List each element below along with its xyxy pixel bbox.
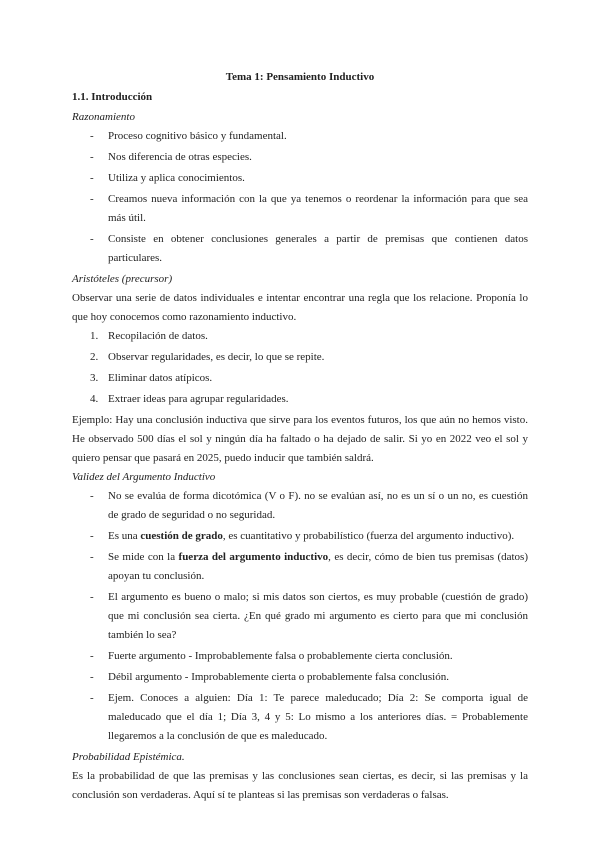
list-item: - Débil argumento - Improbablemente cierta o probablemente falsa conclusión. xyxy=(90,671,449,683)
document-title: Tema 1: Pensamiento Inductivo xyxy=(225,71,375,83)
list-item: - Nos diferencia de otras especies. xyxy=(90,151,252,163)
list-item: - Consiste en obtener conclusiones generales a partir de premisas que contienen datos particulares. xyxy=(90,233,528,264)
list-item: - Proceso cognitivo básico y fundamental. xyxy=(90,130,287,142)
section-heading: 1.1. Introducción xyxy=(72,91,153,103)
list-item: - Fuerte argumento - Improbablemente falsa o probablemente cierta conclusión. xyxy=(90,650,453,662)
probabilidad-paragraph: Es la probabilidad de que las premisas y las conclusiones sean ciertas, es decir, si las premisas y la conclusión son verdaderas. Aquí sí te planteas si las premisas son verdaderas o falsas. xyxy=(72,770,528,801)
list-item: 3. Eliminar datos atípicos. xyxy=(90,372,213,384)
razonamiento-list xyxy=(72,127,528,268)
aristoteles-heading: Aristóteles (precursor) xyxy=(72,273,173,285)
list-item: 2. Observar regularidades, es decir, lo que se repite. xyxy=(90,351,325,363)
list-item: - Utiliza y aplica conocimientos. xyxy=(90,172,245,184)
list-item: - Creamos nueva información con la que ya tenemos o reordenar la información para que sea más útil. xyxy=(90,193,528,224)
list-item: - No se evalúa de forma dicotómica (V o F). no se evalúan así, no es un sí o un no, es cuestión de grado de seguridad o no seguridad. xyxy=(90,490,528,521)
list-item: - El argumento es bueno o malo; si mis datos son ciertos, es muy probable (cuestión de grado) que mi conclusión sea cierta. ¿En qué grado mi argumento es cierto para que mi conclusión también lo sea? xyxy=(90,591,528,641)
list-item: 4. Extraer ideas para agrupar regularidades. xyxy=(90,393,289,405)
list-item: 1. Recopilación de datos. xyxy=(90,330,208,342)
probabilidad-heading: Probabilidad Epistémica. xyxy=(72,751,185,763)
list-item: - Se mide con la fuerza del argumento inductivo, es decir, cómo de bien tus premisas (datos) apoyan tu conclusión. xyxy=(90,551,528,582)
list-item: - Ejem. Conoces a alguien: Día 1: Te parece maleducado; Día 2: Se comporta igual de maleducado que el día 1; Día 3, 4 y 5: Lo mismo a los anteriores días. = Probablemente llegaremos a la conclusión de que es maleducado. xyxy=(90,692,528,742)
example-paragraph: Ejemplo: Hay una conclusión inductiva que sirve para los eventos futuros, los que aún no hemos visto. He observado 500 días el sol y ningún día ha faltado o ha dejado de salir. Si yo en 2022 veo el sol y quiero pensar que pasará en 2025, puedo inducir que también saldrá. xyxy=(72,414,528,464)
list-item: - Es una cuestión de grado, es cuantitativo y probabilístico (fuerza del argumento inductivo). xyxy=(90,530,515,542)
razonamiento-heading: Razonamiento xyxy=(72,111,135,123)
validez-list xyxy=(72,487,528,746)
aristoteles-intro: Observar una serie de datos individuales e intentar encontrar una regla que los relacione. Proponía lo que hoy conocemos como razonamiento inductivo. xyxy=(72,292,528,323)
document-page xyxy=(72,68,528,805)
validez-heading: Validez del Argumento Inductivo xyxy=(72,471,216,483)
steps-list xyxy=(72,327,528,409)
